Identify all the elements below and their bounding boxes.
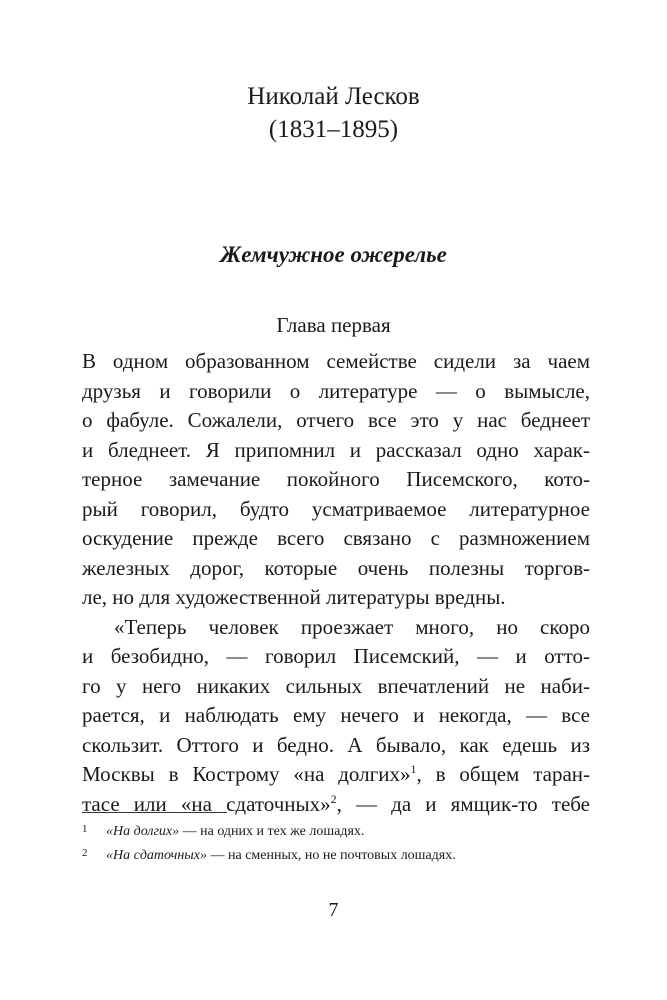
text-segment: Москвы в Кострому «на долгих» (82, 762, 411, 786)
text-line: и безобидно, — говорил Писемский, — и отто- (82, 644, 590, 668)
text-line: о фабуле. Сожалели, отчего все это у нас беднеет (82, 408, 590, 432)
footnote-term: «На долгих» (106, 824, 180, 839)
footnote-ref: 1 (410, 762, 417, 776)
text-segment: тасе или «на сдаточных» (82, 791, 331, 816)
footnote (82, 820, 590, 844)
author-years: (1831–1895) (268, 116, 399, 143)
page-number: 7 (328, 899, 339, 921)
text-line: ле, но для художественной литературы вредны. (82, 585, 506, 609)
author-heading (0, 80, 667, 146)
text-line: скользит. Оттого и бедно. А бывало, как едешь из (82, 732, 590, 757)
chapter-heading: Глава первая (276, 313, 391, 337)
author-name: Николай Лесков (247, 83, 420, 110)
text-line: «Теперь человек проезжает много, но скоро (114, 614, 590, 639)
text-line: друзья и говорили о литературе — о вымысле, (82, 378, 590, 403)
story-title: Жемчужное ожерелье (220, 242, 447, 267)
body-text (82, 347, 590, 819)
footnote-text: — на сменных, но не почтовых лошадях. (206, 848, 456, 863)
text-line: рый говорил, будто усматриваемое литературное (82, 496, 590, 521)
footnote-text: — на одних и тех же лошадях. (179, 824, 365, 839)
footnotes (82, 820, 590, 868)
footnote (82, 844, 590, 868)
text-line: В одном образованном семействе сидели за чаем (82, 349, 590, 373)
text-line: го у него никаких сильных впечатлений не наби- (82, 673, 590, 698)
text-line: и бледнеет. Я припомнил и рассказал одно харак- (82, 437, 590, 462)
footnote-ref: 2 (330, 791, 337, 806)
text-line: оскудение прежде всего связано с размножением (82, 526, 590, 550)
footnote-number: 2 (82, 847, 88, 859)
text-segment: , в общем таран- (416, 762, 591, 786)
text-segment: , — да и ямщик-то тебе (336, 791, 590, 816)
footnote-divider (82, 812, 227, 813)
text-line: железных дорог, которые очень полезны торгов- (82, 555, 590, 580)
text-line (82, 790, 590, 820)
footnote-number: 1 (82, 823, 88, 835)
text-line (82, 760, 590, 790)
text-line: терное замечание покойного Писемского, кото- (82, 467, 590, 491)
footnote-term: «На сдаточных» (106, 848, 207, 863)
text-line: рается, и наблюдать ему нечего и некогда, — все (82, 703, 590, 727)
